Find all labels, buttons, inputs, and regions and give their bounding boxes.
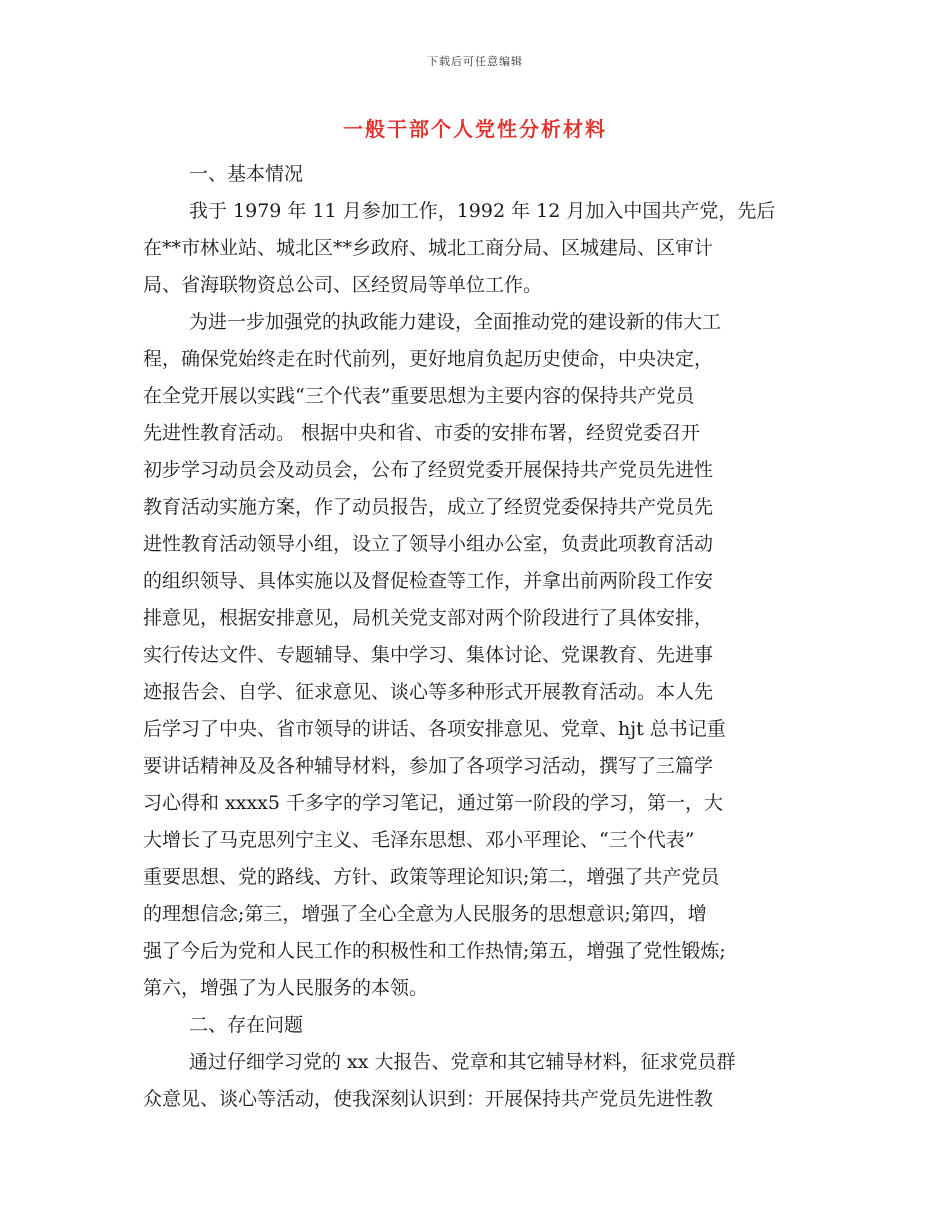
body-line: 先进性教育活动。 根据中央和省、市委的安排布署，经贸党委召开 [143,422,701,444]
body-line: 后学习了中央、省市领导的讲话、各项安排意见、党章、hjt 总书记重 [143,718,726,740]
body-line: 习心得和 xxxx5 千多字的学习笔记，通过第一阶段的学习，第一，大 [143,792,724,814]
body-line: 在**市林业站、城北区**乡政府、城北工商分局、区城建局、区审计 [143,237,714,259]
header-note: 下载后可任意编辑 [427,55,523,68]
section-heading-basic-info: 一、基本情况 [189,163,304,185]
document-title: 一般干部个人党性分析材料 [343,117,607,141]
section-heading-problems: 二、存在问题 [189,1014,304,1036]
body-line: 我于 1979 年 11 月参加工作，1992 年 12 月加入中国共产党，先后 [189,200,776,222]
body-line: 排意见，根据安排意见，局机关党支部对两个阶段进行了具体安排， [143,607,714,629]
body-line: 重要思想、党的路线、方针、政策等理论知识;第二，增强了共产党员 [143,866,720,888]
body-line: 教育活动实施方案，作了动员报告，成立了经贸党委保持共产党员先 [143,496,714,518]
body-line: 要讲话精神及及各种辅导材料，参加了各项学习活动，撰写了三篇学 [143,755,714,777]
body-line: 在全党开展以实践“三个代表”重要思想为主要内容的保持共产党员 [143,385,695,407]
body-line: 第六，增强了为人民服务的本领。 [143,977,429,999]
body-line: 众意见、谈心等活动，使我深刻认识到：开展保持共产党员先进性教 [143,1088,714,1110]
body-line: 实行传达文件、专题辅导、集中学习、集体讨论、党课教育、先进事 [143,644,714,666]
body-line: 强了今后为党和人民工作的积极性和工作热情;第五，增强了党性锻炼; [143,940,726,962]
body-line: 大增长了马克思列宁主义、毛泽东思想、邓小平理论、“三个代表” [143,829,695,851]
body-line: 程，确保党始终走在时代前列，更好地肩负起历史使命，中央决定， [143,348,714,370]
body-line: 初步学习动员会及动员会，公布了经贸党委开展保持共产党员先进性 [143,459,714,481]
body-line: 局、省海联物资总公司、区经贸局等单位工作。 [143,274,543,296]
body-line: 的理想信念;第三，增强了全心全意为人民服务的思想意识;第四，增 [143,903,707,925]
body-line: 迹报告会、自学、征求意见、谈心等多种形式开展教育活动。本人先 [143,681,714,703]
body-line: 通过仔细学习党的 xx 大报告、党章和其它辅导材料，征求党员群 [189,1051,736,1073]
body-line: 进性教育活动领导小组，设立了领导小组办公室，负责此项教育活动 [143,533,714,555]
body-line: 的组织领导、具体实施以及督促检查等工作，并拿出前两阶段工作安 [143,570,714,592]
body-line: 为进一步加强党的执政能力建设，全面推动党的建设新的伟大工 [189,311,722,333]
